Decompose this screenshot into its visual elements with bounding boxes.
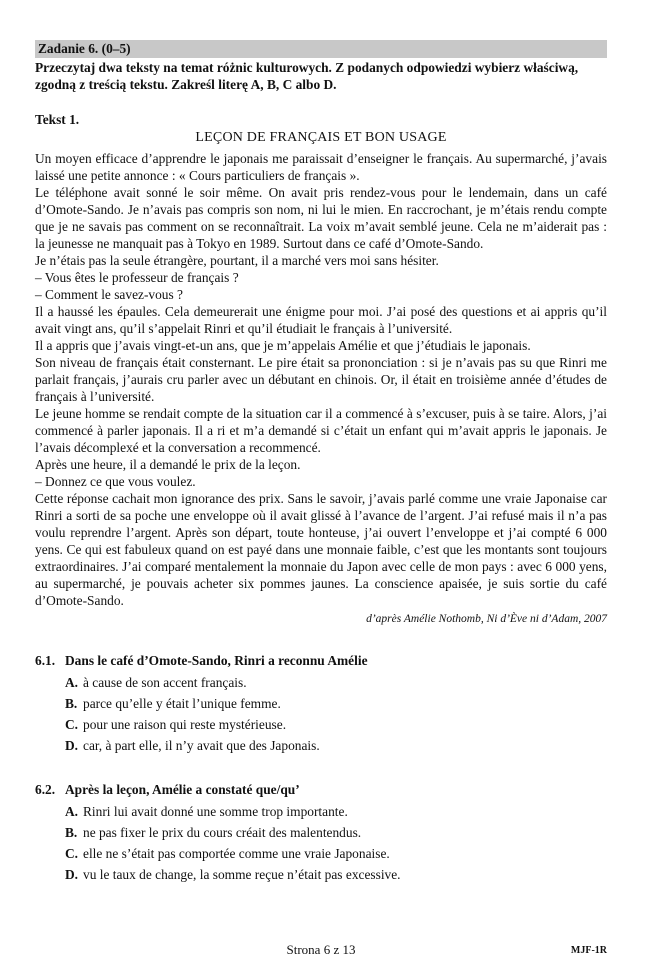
task-instruction: Przeczytaj dwa teksty na temat różnic kulturowych. Z podanych odpowiedzi wybierz właściwą, zgodną z treścią tekstu. Zakreśl literę A, B, C albo D. [35,60,579,92]
question-stem [35,652,607,670]
text-title: LEÇON DE FRANÇAIS ET BON USAGE [195,130,447,145]
paragraph: – Donnez ce que vous voulez. [35,474,196,489]
option-c[interactable] [35,714,607,735]
option-text: à cause de son accent français. [83,675,247,690]
question-6-2 [35,781,607,885]
question-number: 6.1. [35,653,56,668]
page-number: Strona 6 z 13 [286,942,356,957]
paragraph: – Vous êtes le professeur de français ? [35,270,239,285]
exam-page [35,40,607,885]
option-a[interactable] [35,672,607,693]
paragraph: Cette réponse cachait mon ignorance des prix. Sans le savoir, j’avais parlé comme une vraie Japonaise car Rinri a sorti de sa poche une enveloppe où il avait glissé à l’avance de l’argent. J’ai refusé mais il n’a pas voulu reprendre l’argent. Après son départ, toute honteuse, j’ai ouvert l’enveloppe et j’ai compté 6 000 yens. Ce qui est fabuleux quand on est payé dans une monnaie faible, c’est que les montants sont toujours extraordinaires. J’ai comparé mentalement la monnaie du Japon avec celle de mon pays : avec 6 000 yens, au supermarché, je pouvais acheter six pommes jaunes. La conscience apaisée, je suis sortie du café d’Omote-Sando. [35,491,607,608]
option-text: ne pas fixer le prix du cours créait des malentendus. [83,825,362,840]
option-b[interactable] [35,693,607,714]
option-letter: D. [65,867,79,882]
question-text: Après la leçon, Amélie a constaté que/qu’ [65,782,300,797]
question-6-1 [35,652,607,756]
option-text: pour une raison qui reste mystérieuse. [83,717,287,732]
option-letter: B. [65,696,78,711]
paragraph: Le jeune homme se rendait compte de la situation car il a commencé à s’excuser, puis à se taire. Alors, j’ai commencé à parler japonais. Il a ri et m’a demandé si c’était un enfant qui m’avait appris le japonais. Je l’avais décomplexé et la conversation a recommencé. [35,406,607,455]
paragraph: Il a appris que j’avais vingt-et-un ans, que je m’appelais Amélie et que j’étudiais le japonais. [35,338,531,353]
option-text: car, à part elle, il n’y avait que des Japonais. [83,738,320,753]
option-b[interactable] [35,822,607,843]
text-label: Tekst 1. [35,112,80,127]
option-letter: A. [65,804,79,819]
paragraph: Son niveau de français était consternant. Le pire était sa prononciation : si je n’avais pas su que Rinri me parlait français, j’aurais cru parler avec un débutant en chinois. Or, il était en troisième année d’études de français à l’université. [35,355,607,404]
question-stem [35,781,607,799]
paragraph: Un moyen efficace d’apprendre le japonais me paraissait d’enseigner le français. Au supermarché, j’avais laissé une petite annonce : « Cours particuliers de français ». [35,151,607,183]
option-text: parce qu’elle y était l’unique femme. [83,696,281,711]
option-letter: C. [65,717,79,732]
option-text: elle ne s’était pas comportée comme une vraie Japonaise. [83,846,390,861]
option-c[interactable] [35,843,607,864]
option-d[interactable] [35,735,607,756]
question-text: Dans le café d’Omote-Sando, Rinri a reconnu Amélie [65,653,368,668]
text-body [35,150,607,609]
option-text: vu le taux de change, la somme reçue n’était pas excessive. [83,867,401,882]
exam-code: MJF-1R [570,945,607,956]
paragraph: Il a haussé les épaules. Cela demeurerait une énigme pour moi. J’ai posé des questions et ai appris qu’il avait vingt ans, qu’il s’appelait Rinri et qu’il étudiait le français à l’université. [35,304,607,336]
answer-options [35,672,607,756]
option-text: Rinri lui avait donné une somme trop importante. [83,804,348,819]
paragraph: Le téléphone avait sonné le soir même. On avait pris rendez-vous pour le lendemain, dans un café d’Omote-Sando. Je n’avais pas compris son nom, ni lui le mien. En raccrochant, je m’étais rendu compte que je ne savais pas comment on se reconnaîtrait. La voix m’avait semblé jeune. Cela ne m’aiderait pas : la jeunesse ne manquait pas à Tokyo en 1989. Surtout dans ce café d’Omote-Sando. [35,185,607,251]
option-letter: D. [65,738,79,753]
page-footer [35,942,607,958]
text-source: d’après Amélie Nothomb, Ni d’Ève ni d’Adam, 2007 [366,613,607,625]
question-number: 6.2. [35,782,56,797]
paragraph: Je n’étais pas la seule étrangère, pourtant, il a marché vers moi sans hésiter. [35,253,439,268]
option-letter: C. [65,846,79,861]
paragraph: Après une heure, il a demandé le prix de la leçon. [35,457,301,472]
option-d[interactable] [35,864,607,885]
option-letter: A. [65,675,79,690]
option-letter: B. [65,825,78,840]
task-header: Zadanie 6. (0–5) [35,40,607,58]
option-a[interactable] [35,801,607,822]
answer-options [35,801,607,885]
paragraph: – Comment le savez-vous ? [35,287,184,302]
